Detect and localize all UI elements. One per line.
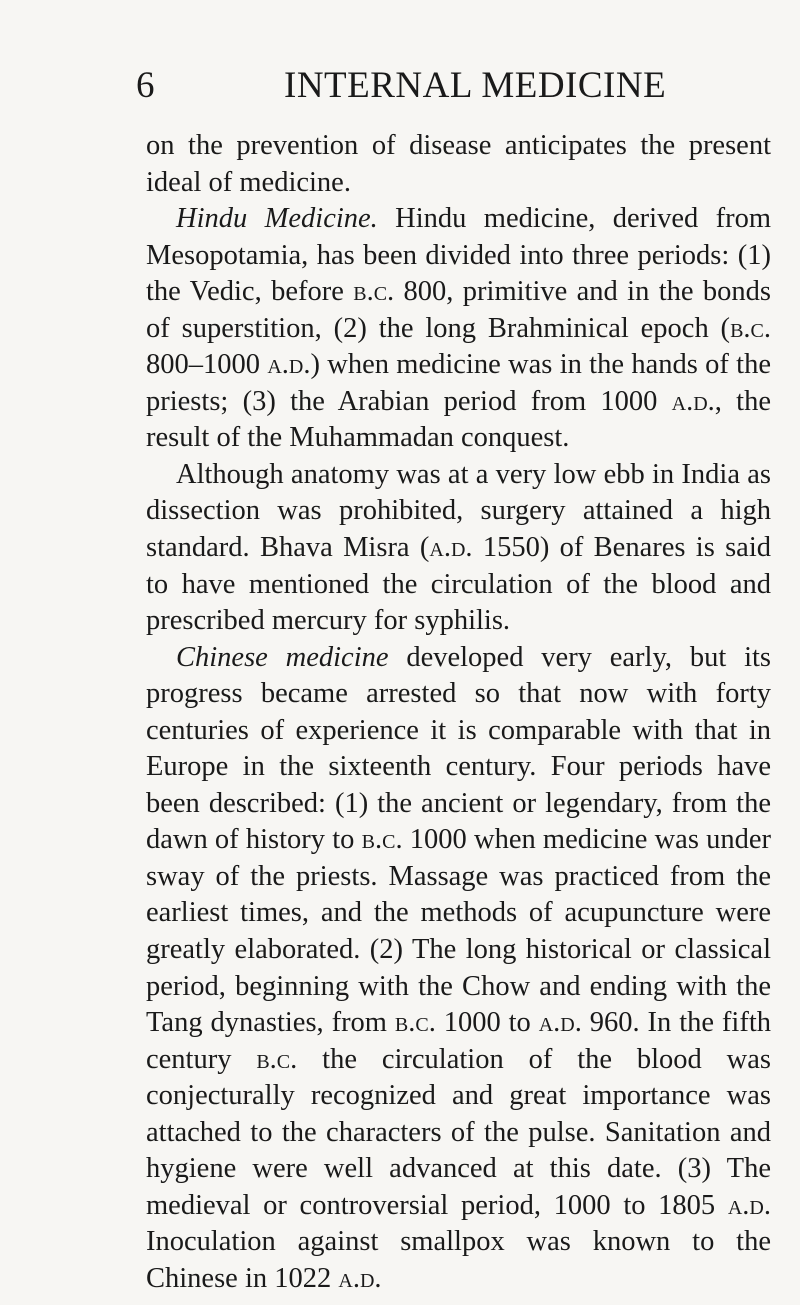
era-abbreviation: a.d. — [538, 1007, 582, 1039]
paragraph-continuation — [146, 128, 771, 201]
era-abbreviation: a.d. — [671, 385, 715, 417]
era-abbreviation: b.c. — [394, 1007, 436, 1039]
era-abbreviation: b.c. — [256, 1043, 298, 1075]
text-run: Inoculation against smallpox was known to the Chinese in 1022 — [146, 1226, 771, 1294]
running-title: INTERNAL MEDICINE — [284, 65, 667, 106]
text-run: developed very early, but its progress became arrested so that now with forty centuries of experience it is comparable with that in Europe in the sixteenth century. Four periods have been described: (1) the ancient or legendary, from the dawn of history to — [146, 641, 771, 856]
text-run: 1550) of Benares is said to have mentioned the circulation of the blood and prescribed mercury for syphilis. — [146, 532, 771, 637]
text-run: the circulation of the blood was conjecturally recognized and great importance was attached to the characters of the pulse. Sanitation and hygiene were well advanced at this date. (3) The medieval or controversial period, 1000 to 1805 — [146, 1043, 771, 1221]
text-run: on the prevention of disease anticipates the present ideal of medicine. — [146, 130, 771, 198]
run-in-heading: Hindu Medicine. — [176, 203, 378, 235]
paragraph-anatomy — [146, 457, 771, 640]
era-abbreviation: a.d. — [338, 1262, 382, 1294]
running-header — [136, 64, 670, 108]
era-abbreviation: a.d. — [727, 1189, 771, 1221]
text-run: ) when medicine was in the hands of the priests; (3) the Arabian period from 1000 — [146, 349, 771, 417]
era-abbreviation: a.d. — [267, 349, 311, 381]
paragraph-hindu-medicine — [146, 201, 771, 457]
era-abbreviation: b.c. — [361, 824, 403, 856]
text-run: 960. In the fifth century — [146, 1007, 771, 1075]
run-in-heading: Chinese medicine — [176, 641, 389, 673]
era-abbreviation: b.c. — [730, 312, 771, 344]
text-run: 800–1000 — [146, 349, 268, 381]
text-run: 800, primitive and in the bonds of superstition, (2) the long Brahminical epoch ( — [146, 276, 771, 344]
text-run: 1000 when medicine was under sway of the priests. Massage was practiced from the earliest times, and the methods of acupuncture were greatly elaborated. (2) The long historical or classical period, beginning with the Chow and ending with the Tang dynasties, from — [146, 824, 772, 1039]
era-abbreviation: a.d. — [429, 532, 473, 564]
era-abbreviation: b.c. — [353, 276, 395, 308]
page-number: 6 — [136, 65, 155, 106]
text-run: Hindu medicine, derived from Mesopotamia, has been divided into three periods: (1) the Vedic, before — [146, 203, 772, 308]
text-run: 1000 to — [435, 1007, 539, 1039]
text-run: Although anatomy was at a very low ebb in India as dissection was prohibited, surgery attained a high standard. Bhava Misra ( — [146, 458, 771, 564]
text-run: , the result of the Muhammadan conquest. — [146, 385, 771, 454]
paragraph-chinese-medicine — [146, 640, 771, 1298]
body-text — [146, 128, 771, 1298]
